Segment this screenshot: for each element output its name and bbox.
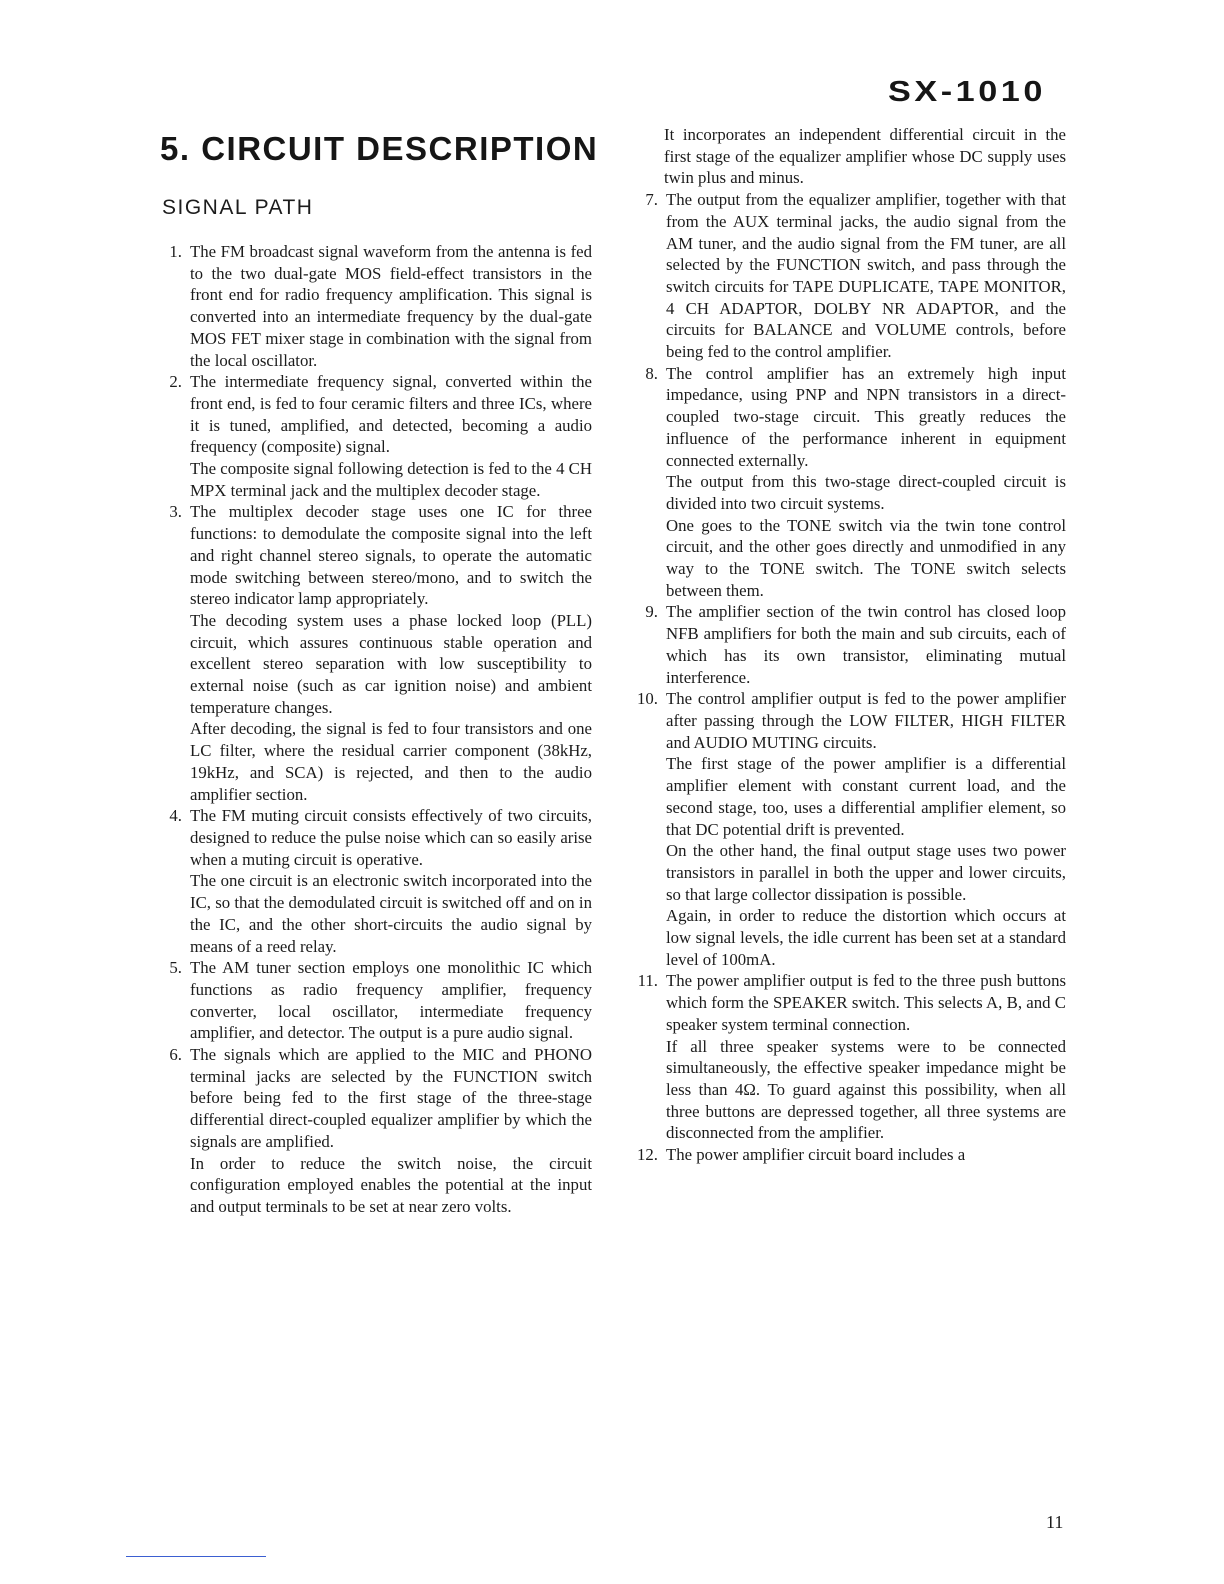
footer-rule [126, 1556, 266, 1557]
list-item-9 [636, 601, 1066, 688]
item-paragraph: On the other hand, the final output stage uses two power transistors in parallel in both the upper and lower circuits, so that large collector dissipation is possible. [666, 841, 1066, 904]
item-number: 2. [169, 372, 182, 392]
item-paragraph: The control amplifier output is fed to the power amplifier after passing through the LOW FILTER, HIGH FILTER and AUDIO MUTING circuits. [666, 689, 1066, 752]
item-paragraph: The output from the equalizer amplifier, together with that from the AUX terminal jacks, the audio signal from the AM tuner, and the audio signal from the FM tuner, are all selected by the FUNCTION switch, and pass through the switch circuits for TAPE DUPLICATE, TAPE MONITOR, 4 CH ADAPTOR, DOLBY NR ADAPTOR, and the circuits for BALANCE and VOLUME controls, before being fed to the control amplifier. [666, 190, 1066, 362]
item-6-continuation: It incorporates an independent differential circuit in the first stage of the equalizer amplifier whose DC supply uses twin plus and minus. [664, 125, 1066, 188]
list-item-4 [160, 805, 592, 957]
list-item-1 [160, 241, 592, 371]
list-item-7 [636, 189, 1066, 363]
item-paragraph: The amplifier section of the twin control has closed loop NFB amplifiers for both the main and sub circuits, each of which has its own transistor, eliminating mutual interference. [666, 602, 1066, 687]
item-paragraph: The composite signal following detection is fed to the 4 CH MPX terminal jack and the multiplex decoder stage. [190, 459, 592, 500]
list-item-12 [636, 1144, 1066, 1166]
item-paragraph: The control amplifier has an extremely high input impedance, using PNP and NPN transistors in a direct-coupled two-stage circuit. This greatly reduces the influence of the performance inherent in equipment connected externally. [666, 363, 1066, 470]
item-paragraph: One goes to the TONE switch via the twin tone control circuit, and the other goes directly and unmodified in any way to the TONE switch. The TONE switch selects between them. [666, 515, 1066, 600]
list-item-11 [636, 970, 1066, 1144]
item-paragraph: The signals which are applied to the MIC and PHONO terminal jacks are selected by the FUNCTION switch before being fed to the first stage of the three-stage differential direct-coupled equalizer amplifier by which the signals are amplified. [190, 1045, 592, 1151]
page-number: 11 [1046, 1512, 1064, 1532]
item-paragraph: If all three speaker systems were to be connected simultaneously, the effective speaker impedance might be less than 4Ω. To guard against this possibility, when all three buttons are depressed together, all three systems are disconnected from the amplifier. [666, 1036, 1066, 1143]
list-item-5 [160, 957, 592, 1044]
item-number: 7. [645, 190, 658, 210]
item-number: 8. [645, 363, 658, 383]
list-item-2 [160, 371, 592, 501]
left-column [160, 241, 592, 1218]
subsection-title: SIGNAL PATH [162, 196, 314, 219]
item-number: 1. [169, 242, 182, 261]
item-paragraph: The multiplex decoder stage uses one IC for three functions: to demodulate the composite signal into the left and right channel stereo signals, to operate the automatic mode switching between stereo/mono, and to switch the stereo indicator lamp appropriately. [190, 502, 592, 609]
item-paragraph: The one circuit is an electronic switch incorporated into the IC, so that the demodulated circuit is switched off and on in the IC, and the other short-circuits the audio signal by means of a reed relay. [190, 871, 592, 956]
model-header: SX-1010 [888, 76, 1046, 108]
item-number: 9. [645, 602, 658, 622]
item-paragraph: The AM tuner section employs one monolithic IC which functions as radio frequency amplifier, frequency converter, local oscillator, intermediate frequency amplifier, and detector. The output is a pure audio signal. [190, 958, 592, 1043]
item-paragraph: The power amplifier circuit board includes a [666, 1145, 966, 1165]
item-paragraph: The power amplifier output is fed to the three push buttons which form the SPEAKER switch. This selects A, B, and C speaker system terminal connection. [666, 971, 1066, 1034]
item-paragraph: The FM broadcast signal waveform from the antenna is fed to the two dual-gate MOS field-effect transistors in the front end for radio frequency amplification. This signal is converted into an intermediate frequency by the dual-gate MOS FET mixer stage in combination with the signal from the local oscillator. [190, 242, 592, 370]
item-number: 12. [637, 1145, 658, 1165]
item-paragraph: The FM muting circuit consists effectively of two circuits, designed to reduce the pulse noise which can so easily arise when a muting circuit is operative. [190, 806, 592, 869]
item-paragraph: After decoding, the signal is fed to four transistors and one LC filter, where the residual carrier component (38kHz, 19kHz, and SCA) is rejected, and then to the audio amplifier section. [190, 719, 592, 804]
right-column [636, 124, 1066, 1166]
item-paragraph: Again, in order to reduce the distortion which occurs at low signal levels, the idle current has been set at a standard level of 100mA. [666, 906, 1066, 969]
list-item-10 [636, 688, 1066, 970]
item-number: 5. [169, 958, 182, 978]
item-paragraph: The first stage of the power amplifier is a differential amplifier element with constant current load, and the second stage, too, uses a differential amplifier element, so that DC potential drift is prevented. [666, 754, 1066, 839]
item-paragraph: The output from this two-stage direct-coupled circuit is divided into two circuit systems. [666, 472, 1066, 513]
item-paragraph: The intermediate frequency signal, converted within the front end, is fed to four ceramic filters and three ICs, where it is tuned, amplified, and detected, becoming a audio frequency (composite) signal. [190, 372, 592, 457]
list-item-8 [636, 363, 1066, 602]
list-item-3 [160, 501, 592, 805]
item-number: 3. [169, 502, 182, 522]
item-number: 4. [169, 806, 182, 826]
item-paragraph: The decoding system uses a phase locked loop (PLL) circuit, which assures continuous stable operation and excellent stereo separation with low susceptibility to external noise (such as car ignition noise) and ambient temperature changes. [190, 610, 592, 717]
item-number: 11. [637, 971, 658, 991]
section-title: 5. CIRCUIT DESCRIPTION [160, 130, 599, 167]
list-item-6 [160, 1044, 592, 1218]
item-number: 6. [169, 1045, 182, 1065]
item-paragraph: In order to reduce the switch noise, the circuit configuration employed enables the potential at the input and output terminals to be set at near zero volts. [190, 1153, 592, 1216]
item-number: 10. [637, 689, 658, 709]
